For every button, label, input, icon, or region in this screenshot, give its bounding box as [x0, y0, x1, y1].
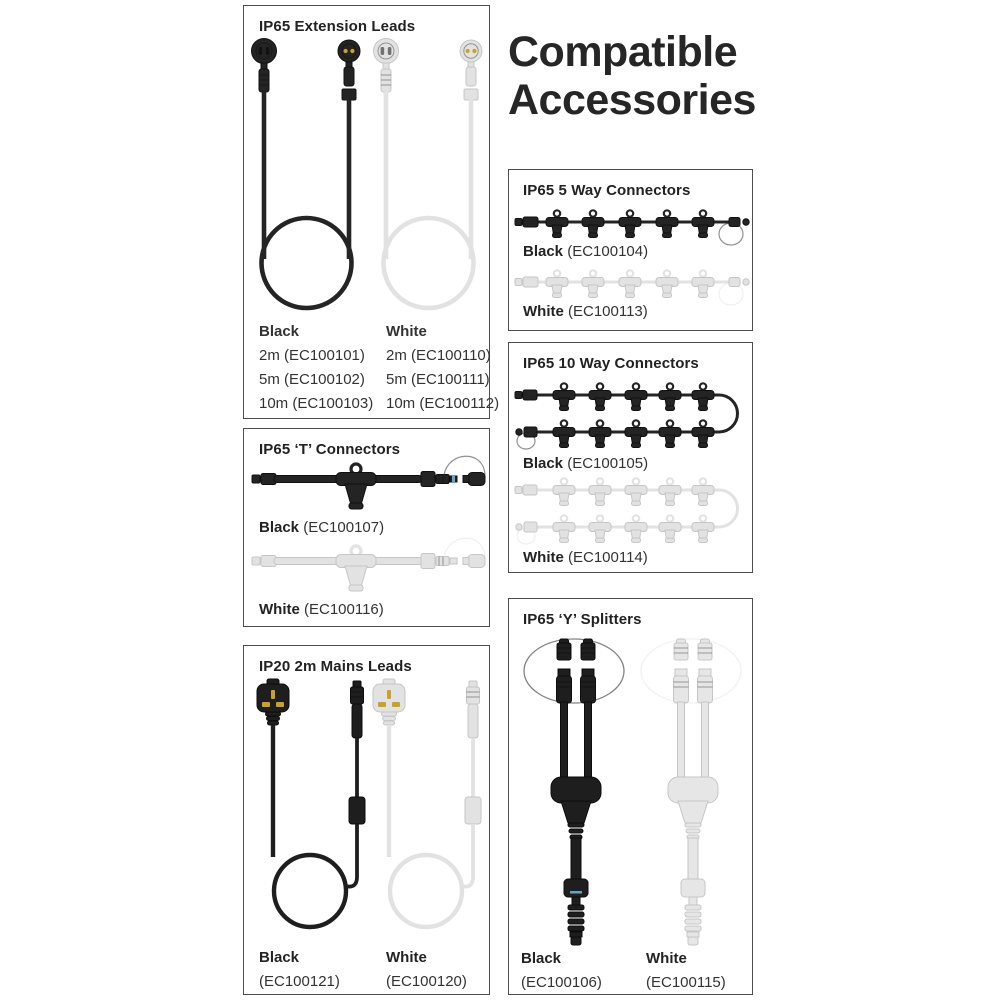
panel-title-t-connectors: IP65 ‘T’ Connectors: [259, 441, 401, 458]
five-way-black-label: [523, 240, 648, 263]
color-label-black: Black: [523, 243, 564, 260]
product-code: (EC100115): [646, 974, 726, 991]
color-label-black: Black: [259, 323, 300, 340]
color-label-white: White: [646, 950, 687, 967]
list-item: 2m (EC100101): [259, 347, 365, 364]
y-splitters-white-label: [646, 947, 726, 995]
extension-leads-black-list: [259, 320, 373, 416]
t-connector-white-illustration: [252, 538, 485, 591]
extension-lead-black-illustration: [252, 39, 361, 309]
panel-title-ten-way: IP65 10 Way Connectors: [523, 355, 699, 372]
y-splitters-illustration: [509, 599, 751, 993]
five-way-white-label: [523, 300, 648, 323]
mains-lead-black-illustration: [257, 679, 365, 927]
connector-blue-seal-ring: [570, 891, 582, 894]
ten-way-black-illustration: [515, 383, 738, 449]
color-label-black: Black: [521, 950, 562, 967]
page-title-line1: Compatible: [508, 28, 738, 76]
panel-title-five-way: IP65 5 Way Connectors: [523, 182, 691, 199]
color-label-black: Black: [259, 949, 300, 966]
ten-way-white-label: [523, 546, 648, 569]
list-item: 10m (EC100112): [386, 395, 500, 412]
panel-t-connectors: [243, 428, 490, 627]
ten-way-black-label: [523, 452, 648, 475]
mains-lead-white-illustration: [373, 679, 481, 927]
product-code: (EC100121): [259, 973, 340, 990]
y-splitter-white-illustration: [641, 639, 741, 945]
panel-extension-leads: [243, 5, 500, 419]
panel-title-extension-leads: IP65 Extension Leads: [259, 18, 416, 35]
color-label-white: White: [523, 303, 564, 320]
color-label-white: White: [523, 549, 564, 566]
color-label-white: White: [386, 949, 427, 966]
ten-way-white-illustration: [515, 478, 738, 544]
t-connector-black-illustration: [252, 456, 485, 509]
color-label-white: White: [259, 601, 300, 618]
page-title-line2: Accessories: [508, 76, 756, 124]
connector-blue-seal-ring: [452, 475, 455, 483]
panel-y-splitters: [508, 598, 753, 995]
product-code: (EC100104): [567, 243, 649, 260]
color-label-white: White: [386, 323, 427, 340]
product-code: (EC100114): [568, 549, 648, 566]
mains-leads-illustration: [244, 646, 488, 993]
product-code: (EC100106): [521, 974, 602, 991]
y-splitter-black-illustration: [524, 639, 624, 945]
panel-title-y-splitters: IP65 ‘Y’ Splitters: [523, 611, 642, 628]
panel-title-mains-leads: IP20 2m Mains Leads: [259, 658, 412, 675]
extension-leads-white-list: [386, 320, 499, 416]
list-item: 2m (EC100110): [386, 347, 491, 364]
color-label-black: Black: [523, 455, 564, 472]
extension-lead-white-illustration: [374, 39, 483, 309]
list-item: 5m (EC100111): [386, 371, 490, 388]
product-code: (EC100116): [304, 601, 384, 618]
mains-leads-black-label: [259, 946, 340, 994]
product-code: (EC100113): [568, 303, 648, 320]
y-splitters-black-label: [521, 947, 602, 995]
product-code: (EC100105): [567, 455, 649, 472]
t-connectors-black-label: [259, 516, 384, 539]
product-code: (EC100120): [386, 973, 467, 990]
mains-leads-white-label: [386, 946, 467, 994]
panel-mains-leads: [243, 645, 490, 995]
page-title: [508, 28, 756, 124]
t-connectors-white-label: [259, 598, 384, 621]
color-label-black: Black: [259, 519, 300, 536]
list-item: 10m (EC100103): [259, 395, 374, 412]
list-item: 5m (EC100102): [259, 371, 365, 388]
panel-five-way-connectors: [508, 169, 753, 331]
panel-ten-way-connectors: [508, 342, 753, 573]
product-code: (EC100107): [303, 519, 385, 536]
